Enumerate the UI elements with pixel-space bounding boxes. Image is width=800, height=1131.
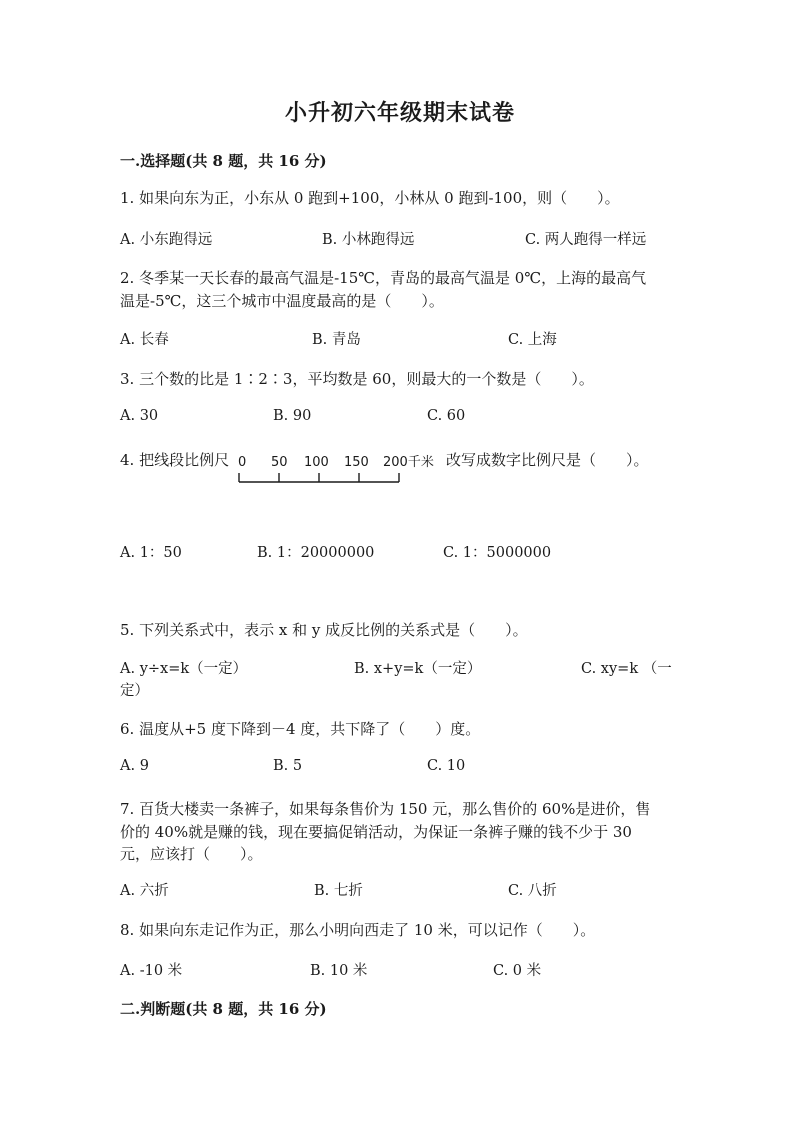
question-1-option-c: C. 两人跑得一样远 [525, 232, 647, 248]
question-3-option-c: C. 60 [427, 408, 466, 424]
question-4-option-a: A. 1：50 [120, 545, 182, 561]
question-4-option-b: B. 1：20000000 [257, 545, 375, 561]
question-2-option-a: A. 长春 [120, 332, 169, 348]
section-heading-judgement: 二.判断题(共 8 题，共 16 分) [120, 1000, 327, 1018]
question-4-option-c: C. 1：5000000 [443, 545, 552, 561]
question-6-text: 6. 温度从+5 度下降到－4 度，共下降了（ ）度。 [120, 720, 481, 738]
question-8-option-b: B. 10 米 [310, 963, 368, 979]
scale-label-200km: 200千米 [383, 455, 434, 470]
question-5-option-c-continued: 定） [120, 683, 149, 699]
question-1-option-b: B. 小林跑得远 [322, 232, 415, 248]
question-2-text-line-1: 2. 冬季某一天长春的最高气温是-15℃，青岛的最高气温是 0℃，上海的最高气 [120, 269, 647, 287]
question-7-option-b: B. 七折 [314, 883, 363, 899]
line-segment-scale [236, 452, 448, 486]
question-3-option-a: A. 30 [120, 408, 159, 424]
question-6-option-b: B. 5 [273, 758, 303, 774]
question-1-text: 1. 如果向东为正，小东从 0 跑到+100，小林从 0 跑到-100，则（ ）。 [120, 189, 620, 207]
question-7-option-a: A. 六折 [120, 883, 169, 899]
question-7-text-line-2: 价的 40%就是赚的钱，现在要搞促销活动，为保证一条裤子赚的钱不少于 30 [120, 823, 632, 841]
question-2-text-line-2: 温是-5℃，这三个城市中温度最高的是（ ）。 [120, 292, 444, 310]
question-5-option-c: C. xy=k （一 [581, 661, 672, 677]
question-3-text: 3. 三个数的比是 1∶2∶3，平均数是 60，则最大的一个数是（ ）。 [120, 370, 594, 388]
question-3-option-b: B. 90 [273, 408, 312, 424]
scale-label-100: 100 [304, 455, 329, 470]
question-2-option-c: C. 上海 [508, 332, 557, 348]
question-6-option-c: C. 10 [427, 758, 466, 774]
scale-label-150: 150 [344, 455, 369, 470]
question-7-text-line-3: 元，应该打（ ）。 [120, 845, 263, 863]
section-heading-choice: 一.选择题(共 8 题，共 16 分) [120, 152, 327, 170]
question-1-option-a: A. 小东跑得远 [120, 232, 213, 248]
question-5-option-a: A. y÷x=k（一定） [120, 661, 248, 677]
question-4-text-part-2: 改写成数字比例尺是（ ）。 [446, 451, 649, 469]
question-8-text: 8. 如果向东走记作为正，那么小明向西走了 10 米，可以记作（ ）。 [120, 921, 596, 939]
question-2-option-b: B. 青岛 [312, 332, 361, 348]
question-7-text-line-1: 7. 百货大楼卖一条裤子，如果每条售价为 150 元，那么售价的 60%是进价，售 [120, 800, 651, 818]
question-5-option-b: B. x+y=k（一定） [354, 661, 482, 677]
question-8-option-a: A. -10 米 [120, 963, 183, 979]
question-7-option-c: C. 八折 [508, 883, 557, 899]
question-6-option-a: A. 9 [120, 758, 149, 774]
question-4-text-part-1: 4. 把线段比例尺 [120, 451, 230, 469]
scale-label-0: 0 [238, 455, 247, 470]
scale-label-50: 50 [271, 455, 288, 470]
question-5-text: 5. 下列关系式中，表示 x 和 y 成反比例的关系式是（ ）。 [120, 621, 528, 639]
question-8-option-c: C. 0 米 [493, 963, 542, 979]
page-title: 小升初六年级期末试卷 [284, 100, 515, 126]
